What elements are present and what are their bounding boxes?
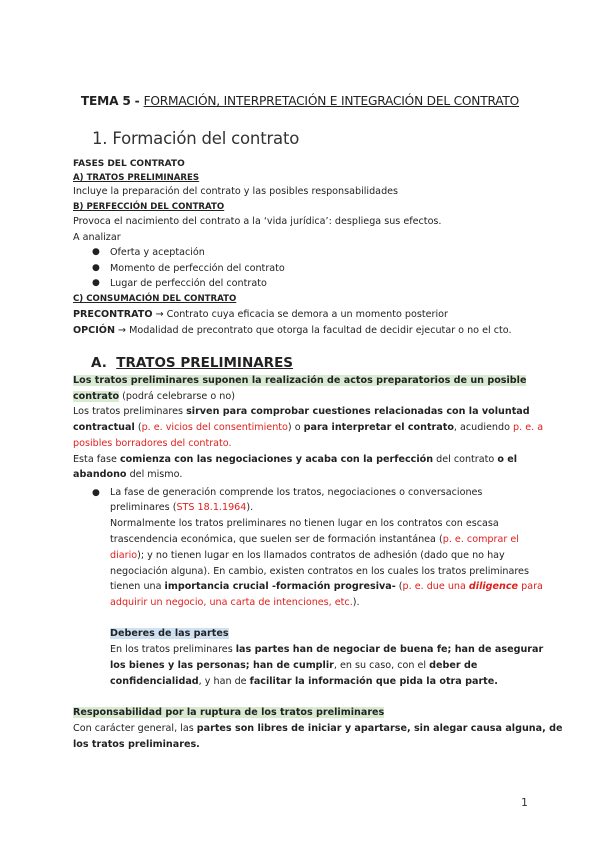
tratos-heading: A) TRATOS PRELIMINARES [73, 173, 200, 183]
paragraph-text: ( [395, 581, 403, 592]
paragraph-line [73, 453, 517, 467]
bold-text: deber de [429, 660, 478, 671]
bullet-icon: ● [92, 488, 100, 498]
bullet-icon: ● [92, 278, 100, 288]
example-text: p. e. a [513, 422, 544, 433]
paragraph-text: , y han de [198, 676, 250, 687]
highlighted-heading: Deberes de las partes [110, 628, 229, 639]
analizar-item: Lugar de perfección del contrato [110, 278, 267, 289]
bold-text: sirven para comprobar cuestiones relacionadas con la voluntad [186, 406, 530, 417]
bullet-text [110, 596, 360, 610]
paragraph-text: Esta fase [73, 454, 120, 465]
analizar-item: Oferta y aceptación [110, 247, 205, 258]
paragraph-text: ) o [287, 422, 304, 433]
paragraph-line [73, 468, 182, 482]
section-heading-formacion: 1. Formación del contrato [92, 129, 300, 148]
paragraph-text: ). [352, 597, 360, 608]
precontrato-line [73, 308, 448, 322]
bold-text: importancia crucial -formación progresiva- [164, 581, 396, 592]
paragraph-text: del contrato [433, 454, 498, 465]
fases-heading: FASES DEL CONTRATO [73, 159, 185, 169]
paragraph-text: Los tratos preliminares [73, 406, 187, 417]
title-prefix: TEMA 5 - [80, 94, 144, 108]
paragraph-text: (podrá celebrarse o no) [119, 391, 235, 402]
bold-text: o el [497, 454, 518, 465]
section-a-title: TRATOS PRELIMINARES [116, 355, 294, 371]
highlighted-text: contrato [73, 391, 120, 402]
opcion-label: OPCIÓN [73, 325, 115, 336]
bold-text: para interpretar el contrato [303, 422, 454, 433]
example-text: p. e. vicios del consentimiento [141, 422, 288, 433]
bullet-text: La fase de generación comprende los tratos, negociaciones o conversaciones [110, 487, 483, 498]
bold-text: comienza con las negociaciones y acaba con la perfección [119, 454, 434, 465]
bold-text: contractual [73, 422, 135, 433]
analizar-label: A analizar [73, 232, 121, 243]
example-text: diligence [468, 581, 519, 592]
tratos-text: Incluye la preparación del contrato y las posibles responsabilidades [73, 186, 399, 197]
example-text: para [518, 581, 543, 592]
paragraph-line [73, 421, 543, 435]
highlighted-heading: Responsabilidad por la ruptura de los tratos preliminares [73, 707, 385, 718]
paragraph-line [73, 390, 235, 404]
paragraph-text: , en su caso, con el [333, 660, 430, 671]
bold-text: las partes han de negociar de buena fe; han de asegurar [235, 644, 544, 655]
bold-text: facilitar la información que pida la otra parte. [249, 676, 498, 687]
deberes-line [110, 675, 498, 689]
paragraph-text: ( [134, 422, 142, 433]
example-text: p. e. due una [402, 581, 469, 592]
bold-text: partes son libres de iniciar y apartarse, sin alegar causa alguna, de [196, 723, 563, 734]
bullet-icon: ● [92, 263, 100, 273]
bullet-text [110, 549, 505, 563]
section-a-letter: A. [91, 355, 107, 371]
paragraph-line [73, 437, 232, 451]
deberes-heading [110, 627, 229, 641]
deberes-line [110, 643, 543, 657]
paragraph-text: En los tratos preliminares [110, 644, 236, 655]
bullet-text: Normalmente los tratos preliminares no tienen lugar en los contratos con escasa [110, 518, 499, 529]
bold-text: los bienes y las personas; han de cumplir [110, 660, 334, 671]
precontrato-text: → Contrato cuya eficacia se demora a un momento posterior [152, 309, 448, 320]
perfeccion-text: Provoca el nacimiento del contrato a la ‘vida jurídica’: despliega sus efectos. [73, 216, 442, 227]
deberes-line [110, 659, 477, 673]
bullet-icon: ● [92, 247, 100, 257]
example-text: diario [110, 550, 138, 561]
perfeccion-heading: B) PERFECCIÓN DEL CONTRATO [73, 202, 225, 212]
responsabilidad-line [73, 722, 562, 736]
example-text: posibles borradores del contrato. [73, 438, 232, 449]
paragraph-text: trascendencia económica, que suelen ser de formación instantánea ( [110, 534, 443, 545]
citation-text: STS 18.1.1964 [176, 502, 247, 513]
consumacion-heading: C) CONSUMACIÓN DEL CONTRATO [73, 294, 237, 304]
paragraph-text: ); y no tienen lugar en los llamados contratos de adhesión (dado que no hay [137, 550, 505, 561]
paragraph-text: , acudiendo [453, 422, 514, 433]
paragraph-text: preliminares ( [110, 502, 177, 513]
page-number: 1 [521, 796, 528, 809]
document-title [0, 94, 600, 108]
bullet-text: negociación alguna). En cambio, existen contratos en los cuales los tratos preliminares [110, 566, 529, 577]
responsabilidad-line: los tratos preliminares. [73, 739, 200, 750]
bold-text: abandono [73, 469, 127, 480]
paragraph-text: del mismo. [126, 469, 183, 480]
opcion-text: → Modalidad de precontrato que otorga la facultad de decidir ejecutar o no el cto. [114, 325, 512, 336]
example-text: p. e. comprar el [442, 534, 519, 545]
bullet-text [110, 501, 253, 515]
bullet-text [110, 533, 519, 547]
analizar-item: Momento de perfección del contrato [110, 263, 285, 274]
paragraph-line [73, 405, 530, 419]
paragraph-line [73, 374, 526, 388]
paragraph-text: ). [246, 502, 254, 513]
responsabilidad-heading [73, 706, 384, 720]
paragraph-text: Con carácter general, las [73, 723, 197, 734]
example-text: adquirir un negocio, una carta de intenciones, etc. [110, 597, 353, 608]
bold-text: confidencialidad [110, 676, 199, 687]
title-text: FORMACIÓN, INTERPRETACIÓN E INTEGRACIÓN DEL CONTRATO [143, 94, 520, 108]
opcion-line [73, 324, 512, 338]
precontrato-label: PRECONTRATO [73, 309, 153, 320]
bullet-text [110, 580, 543, 594]
highlighted-text: Los tratos preliminares suponen la realización de actos preparatorios de un posible [73, 375, 527, 386]
paragraph-text: tienen una [110, 581, 165, 592]
section-a-heading [91, 355, 293, 371]
